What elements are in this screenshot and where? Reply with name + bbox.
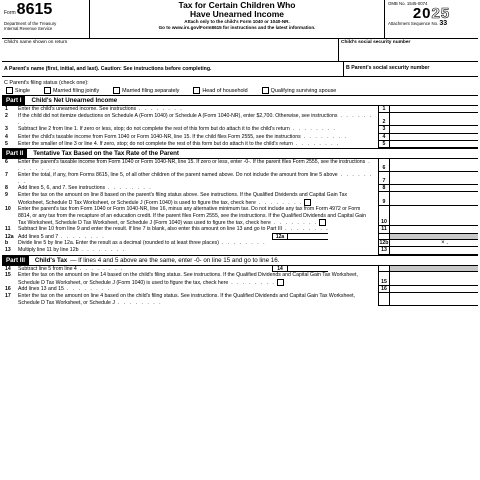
part1-title: Child's Net Unearned Income (31, 97, 118, 104)
line-text (18, 134, 378, 141)
line-instruction: Add lines 13 and 15 (18, 285, 64, 292)
parent-name-caution: Caution: See instructions before completing. (100, 66, 212, 72)
check-here-checkbox[interactable] (304, 199, 311, 206)
leader-dots: . . . . . . . . (58, 233, 106, 240)
line-number: 6 (5, 159, 8, 166)
line-text (18, 293, 378, 306)
filing-status-single[interactable] (6, 87, 30, 94)
filing-status-hoh[interactable] (193, 87, 247, 94)
line-number: 14 (5, 265, 11, 272)
form-subtitle-1: Attach only to the child's Form 1040 or 1040-NR. (184, 19, 290, 24)
form-line-10 (2, 206, 478, 226)
form-line-11 (2, 226, 478, 233)
tax-year (388, 6, 475, 21)
form-line-3 (2, 126, 478, 133)
child-name-row (2, 39, 478, 62)
option-label: Head of household (202, 87, 248, 94)
amount-box-number: 2 (378, 113, 389, 126)
form-id-block (2, 0, 90, 38)
filing-status-qss[interactable] (262, 87, 337, 94)
amount-box-number: 12b (379, 240, 389, 247)
sequence-label: Attachment Sequence No. (388, 21, 439, 26)
leader-dots: . . . . . . . . (136, 106, 184, 112)
form-parts (2, 95, 478, 306)
sequence-number: 33 (439, 20, 448, 27)
amount-field[interactable] (389, 141, 478, 148)
inline-amount-box (272, 265, 328, 272)
leader-dots: . . . . . . . . (18, 113, 373, 126)
line-text (18, 106, 378, 113)
leader-dots: . . . . . . . . (255, 199, 303, 206)
leader-dots: . . . . . . . . (18, 159, 372, 172)
line-text (18, 206, 378, 226)
part1-header (2, 95, 478, 106)
amount-box-number: 1 (378, 106, 389, 113)
line-number: b (5, 240, 9, 247)
amount-field[interactable] (389, 286, 478, 293)
amount-field[interactable] (389, 272, 478, 286)
line-number: 3 (5, 126, 8, 133)
parent-name-label: A Parent's name (first, initial, and last). (4, 66, 101, 72)
amount-field[interactable] (389, 226, 478, 233)
form-line-15 (2, 272, 478, 286)
tax-year-prefix: 20 (412, 5, 432, 22)
amount-box-number: 9 (378, 192, 389, 206)
amount-box-number: 16 (378, 286, 389, 293)
inline-box-number: 12a (272, 233, 288, 240)
form-line-8 (2, 185, 478, 192)
checkbox-icon[interactable] (113, 87, 120, 94)
line-text (18, 141, 378, 148)
form-line-4 (2, 134, 478, 141)
amount-field[interactable] (389, 126, 478, 133)
amount-field[interactable] (389, 185, 478, 192)
line-number: 9 (5, 192, 8, 199)
line-instruction: Enter the parent's taxable income from Form 1040 or Form 1040-NR, line 15. If zero or less, enter -0-. If the parent files Form 2555, see the instructions (18, 159, 366, 166)
line-instruction: Enter the child's unearned income. See instructions (18, 106, 137, 112)
part2-title: Tentative Tax Based on the Tax Rate of the Parent (33, 150, 179, 158)
line-instruction: Divide line 5 by line 12a. Enter the result as a decimal (rounded to at least three places) (18, 240, 219, 247)
check-here-checkbox[interactable] (277, 279, 284, 286)
amount-field[interactable] (389, 172, 478, 185)
filing-status-mfj[interactable] (44, 87, 99, 94)
form-line-5 (2, 141, 478, 148)
leader-dots: . . . . . . . . (270, 219, 318, 226)
line-instruction: Add lines 5, 6, and 7. See instructions (18, 185, 106, 192)
line-text (18, 240, 378, 247)
line-number: 5 (5, 141, 8, 148)
option-label: Qualifying surviving spouse (270, 87, 337, 94)
form-header (2, 0, 478, 39)
form-title-line-2: Have Unearned Income (189, 9, 284, 19)
checkbox-icon[interactable] (6, 87, 13, 94)
line-number: 1 (5, 106, 8, 112)
part3-tag: Part III (2, 256, 29, 265)
amount-field[interactable] (389, 113, 478, 126)
form-line-1 (2, 106, 478, 113)
leader-dots: . . . . . . . . (76, 265, 124, 272)
part2-tag: Part II (2, 149, 27, 158)
parent-name-row (2, 62, 478, 77)
form-line-2 (2, 113, 478, 126)
line-text (18, 172, 378, 185)
line-text (18, 159, 378, 172)
line-text (18, 286, 378, 293)
inline-amount-box (272, 233, 328, 240)
line-instruction: Subtract line 2 from line 1. If zero or less, stop; do not complete the rest of this form but do attach it to the child's return (18, 126, 290, 133)
form-line-16 (2, 286, 478, 293)
department-label (4, 21, 87, 31)
check-here-checkbox[interactable] (319, 219, 326, 226)
line-instruction: Enter the tax on the amount on line 14 based on the child's filing status. See instructions. If the Qualified Dividends and Capital Gain Tax Worksheet, Schedule D Tax Worksheet, or Schedule J (Form 1040) is used to figure the tax, check here (18, 272, 358, 286)
amount-field[interactable] (389, 134, 478, 141)
leader-dots: . . . . . . . . (282, 226, 330, 233)
amount-field[interactable] (389, 247, 478, 254)
line-number: 13 (5, 247, 11, 254)
part3-title: Child's Tax (34, 256, 68, 264)
decimal-marker: × . (441, 240, 448, 247)
line-instruction: Subtract line 10 from line 9 and enter the result. If line 7 is blank, also enter this amount on line 13 and go to Part III (18, 226, 283, 233)
filing-status-label: C Parent's filing status (check one): (4, 80, 89, 86)
line-number: 17 (5, 293, 11, 300)
dept-line-2: Internal Revenue Service (4, 26, 53, 31)
line-number: 2 (5, 113, 8, 120)
form-title-line-1: Tax for Certain Children Who (178, 0, 296, 10)
line-number: 10 (5, 206, 11, 213)
amount-field[interactable] (389, 206, 478, 226)
line-instruction: Enter the tax on the amount on line 4 based on the child's filing status. See instructions. If the Qualified Dividends and Capital Gain Tax Worksheet, Schedule D Tax Worksheet, or Schedule J (18, 293, 356, 306)
part1-tag: Part I (2, 96, 25, 105)
line-text (18, 247, 378, 254)
child-ssn-field[interactable]: Child's social security number (338, 39, 478, 61)
part3-header (2, 255, 478, 266)
leader-dots: . . . . . . . . (228, 279, 276, 286)
form-number: 8615 (16, 1, 53, 18)
leader-dots: . . . . . . . . (292, 141, 340, 148)
omb-number: OMB No. 1545-0074 (388, 1, 428, 6)
parent-name-field[interactable] (2, 66, 343, 72)
checkbox-icon[interactable] (44, 87, 51, 94)
line-number: 4 (5, 133, 8, 140)
form-line-13 (2, 247, 478, 254)
leader-dots: . . . . . . . . (114, 299, 163, 306)
amount-box-number: 6 (378, 159, 389, 172)
amount-box-number: 10 (378, 206, 389, 226)
child-name-field[interactable]: Child's name shown on return (4, 40, 68, 45)
amount-field[interactable] (389, 293, 478, 306)
line-text (18, 113, 378, 126)
line-number: 15 (5, 272, 11, 279)
amount-box-number: 4 (378, 134, 389, 141)
line-instruction: Subtract line 5 from line 4 (18, 265, 77, 272)
leader-dots: . . . . . . . . (78, 247, 126, 254)
amount-box-number: 15 (378, 272, 389, 286)
amount-field[interactable] (389, 159, 478, 172)
amount-field[interactable] (389, 240, 478, 247)
form-title-block (90, 0, 384, 38)
form-line-17 (2, 293, 478, 306)
filing-status-mfs[interactable] (113, 87, 179, 94)
amount-box-number: 13 (378, 247, 389, 254)
checkbox-icon[interactable] (193, 87, 200, 94)
amount-field[interactable] (389, 192, 478, 206)
line-instruction: Enter the parent's tax from Form 1040 or Form 1040-NR, line 16, minus any alternative minimum tax. Do not include any tax from Form 4972 or Form 8814, or any tax from the recapture of an education credit. If the parent files Form 2555, see the instructions. If the Qualified Dividends and Capital Gain Tax Worksheet, Schedule D Tax Worksheet, or Schedule J (Form 1040) was used to figure the tax, check here (18, 206, 367, 226)
amount-box-number: 7 (378, 172, 389, 185)
line-number: 11 (5, 226, 11, 233)
option-label: Married filing jointly (53, 87, 100, 94)
omb-block (384, 0, 478, 38)
line-text (18, 185, 378, 192)
line-text (18, 272, 378, 286)
form-line-7 (2, 172, 478, 185)
line-instruction: Multiply line 11 by line 12b (18, 247, 79, 254)
attachment-sequence (388, 21, 475, 26)
amount-box-number: 5 (378, 141, 389, 148)
leader-dots: . . . . . . . . (105, 185, 153, 192)
line-instruction: Enter the child's taxable income from Form 1040 or Form 1040-NR, line 15. If the child files Form 2555, see the instructions (18, 133, 301, 140)
form-line-b (2, 240, 478, 247)
dept-line-1: Department of the Treasury (4, 21, 57, 26)
checkbox-icon[interactable] (262, 87, 269, 94)
form-line-6 (2, 159, 478, 172)
line-instruction: Enter the total, if any, from Forms 8615, line 5, of all other children of the parent named above. Do not include the amount from line 5 above (18, 172, 338, 179)
inline-amount-field[interactable] (288, 265, 328, 272)
line-number: 12a (5, 233, 14, 240)
line-text (18, 126, 378, 133)
amount-box-number: 3 (378, 126, 389, 133)
line-number: 7 (5, 172, 8, 179)
option-label: Single (15, 87, 30, 94)
part2-header (2, 148, 478, 159)
line-number: 8 (5, 185, 8, 192)
line-instruction: If the child did not itemize deductions on Schedule A (Form 1040) or Schedule A (Form 1040-NR), enter $2,700. Otherwise, see instructions (18, 113, 338, 120)
tax-year-suffix: 25 (431, 5, 451, 22)
leader-dots: . . . . . . . . (218, 240, 267, 247)
option-label: Married filing separately (122, 87, 180, 94)
form-line-9 (2, 192, 478, 206)
form-subtitle-2: Go to www.irs.gov/Form8615 for instructions and the latest information. (158, 25, 316, 30)
part3-note: — If lines 4 and 5 above are the same, enter -0- on line 15 and go to line 16. (70, 256, 280, 264)
amount-field[interactable] (389, 106, 478, 113)
amount-box-number: 11 (378, 226, 389, 233)
leader-dots: . . . . . . . . (289, 126, 337, 133)
inline-amount-field[interactable] (288, 233, 328, 240)
leader-dots: . . . . . . . . (300, 133, 348, 140)
line-instruction: Add lines 5 and 7 (18, 233, 59, 240)
form-prefix: Form (4, 10, 16, 16)
filing-status-options (2, 87, 478, 95)
amount-box-number: 8 (378, 185, 389, 192)
line-instruction: Enter the tax on the amount on line 8 based on the parent's filing status above. See instructions. If the Qualified Dividends and Capital Gain Tax Worksheet, Schedule D Tax Worksheet, or Schedule J (Form 1040) is used to figure the tax, check here (18, 192, 348, 206)
parent-ssn-field[interactable]: B Parent's social security number (343, 62, 478, 76)
line-text (18, 192, 378, 206)
leader-dots: . . . . . . . . (63, 285, 111, 292)
amount-box-number (378, 293, 389, 306)
line-number: 16 (5, 285, 11, 292)
inline-box-number: 14 (272, 265, 288, 272)
line-instruction: Enter the smaller of line 3 or line 4. If zero, stop; do not complete the rest of this form but do attach it to the child's return (18, 141, 293, 148)
leader-dots: . . . . . . . . (18, 172, 373, 185)
